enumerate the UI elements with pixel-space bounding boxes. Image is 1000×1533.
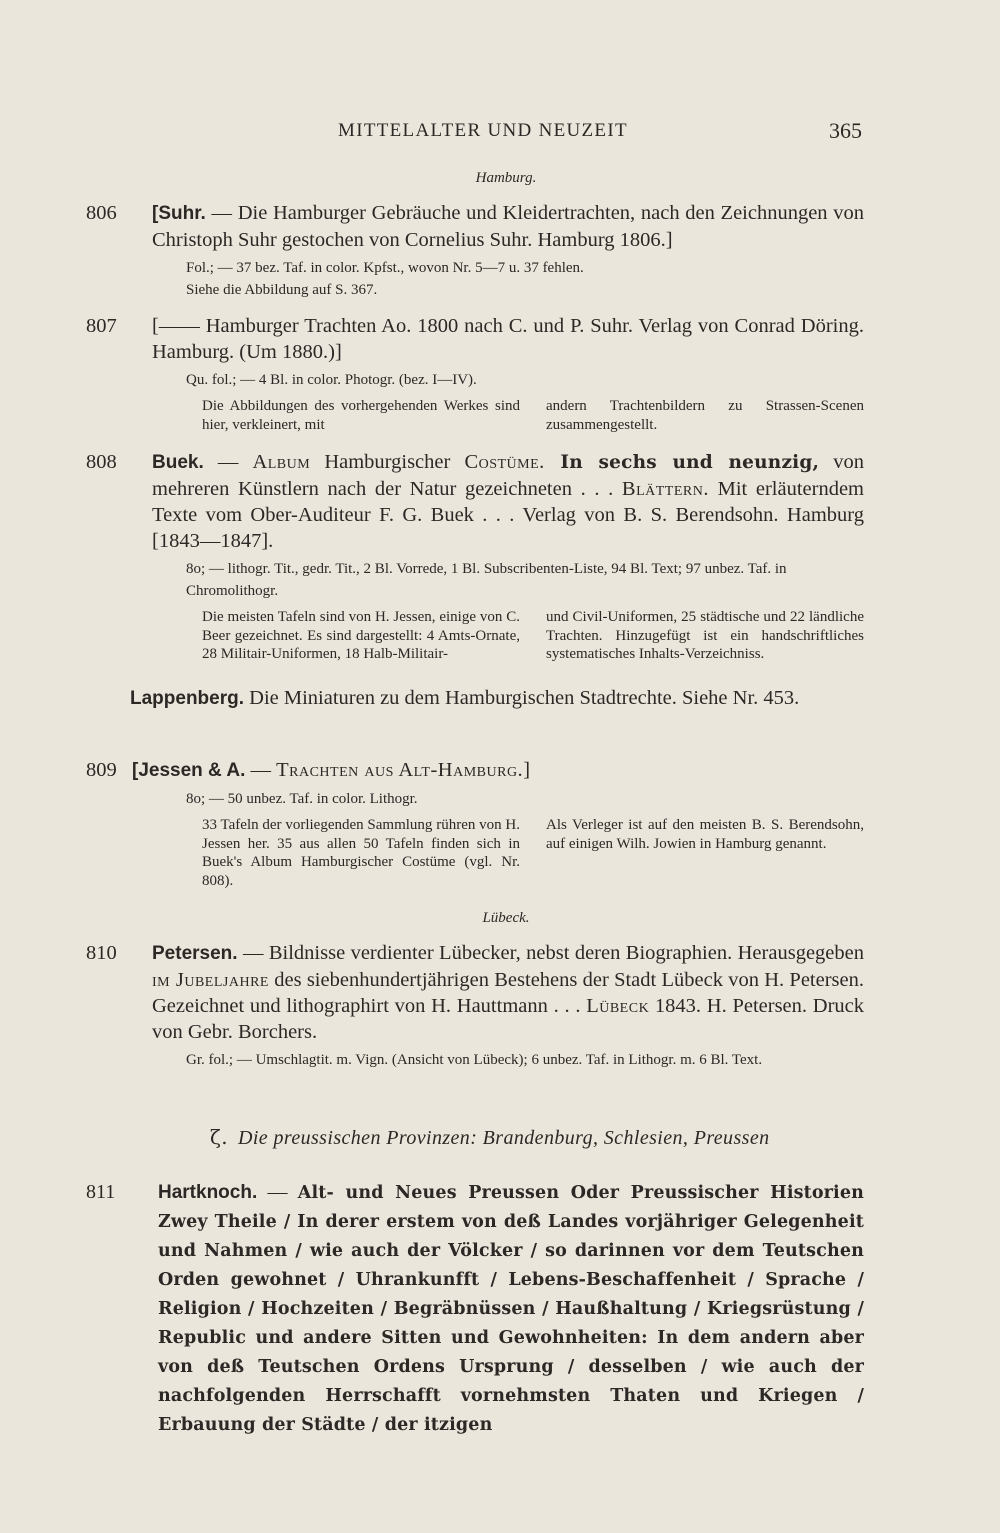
entry-number: 809 <box>86 759 117 781</box>
author: [Suhr. <box>152 203 206 224</box>
entry-number: 806 <box>86 202 117 224</box>
note-left: Die meisten Tafeln sind von H. Jessen, einige von C. Beer gezeichnet. Es sind dargestellt: 4 Amts-Ornate, 28 Militair-Uniformen, 18 Halb-Militair- <box>202 609 520 662</box>
entry-809 <box>86 757 864 890</box>
note-right: andern Trachtenbildern zu Strassen-Scenen zusammengestellt. <box>546 398 864 433</box>
entry-description: Gr. fol.; — Umschlagtit. m. Vign. (Ansicht von Lübeck); 6 unbez. Taf. in Lithogr. m. 6 Bl. Text. <box>186 1052 763 1068</box>
section-title: Die preussischen Provinzen: Brandenburg, Schlesien, Preussen <box>238 1127 770 1149</box>
entry-title: Hartknoch. — Alt- und Neues Preussen Oder Preussischer Historien Zwey Theile / In derer erstem von deß Landes vorjähriger Gelegenheit und Nahmen / wie auch der Völcker / so darinnen vor dem Teutschen Orden gewohnet / Uhrankunfft / Lebens-Beschaffenheit / Sprache / Religion / Hochzeiten / Begräbnüssen / Haußhaltung / Kriegsrüstung / Republic und andere Sitten und Gewohnheiten: In dem andern aber von deß Teutschen Ordens Ursprung / desselben / wie auch der nachfolgenden Herrschafft vornehmsten Thaten und Kriegen / Erbauung der Städte / der itzigen <box>158 1181 864 1435</box>
entry-810 <box>86 940 864 1071</box>
note-right: Als Verleger ist auf den meisten B. S. Berendsohn, auf einigen Wilh. Jowien in Hamburg genannt. <box>546 817 864 852</box>
entry-description: Qu. fol.; — 4 Bl. in color. Photogr. (bez. I—IV). <box>186 372 477 388</box>
page-number: 365 <box>829 118 862 143</box>
entry-808 <box>86 449 864 664</box>
entry-title: Petersen. — Bildnisse verdienter Lübecker, nebst deren Biographien. Herausgegeben im Jubeljahre des siebenhundertjährigen Bestehens der Stadt Lübeck von H. Petersen. Gezeichnet und lithographirt von H. Hauttmann . . . Lübeck 1843. H. Petersen. Druck von Gebr. Borchers. <box>152 942 864 1043</box>
entry-description: 8o; — 50 unbez. Taf. in color. Lithogr. <box>186 791 418 807</box>
entry-number: 810 <box>86 942 117 964</box>
entry-806 <box>86 200 864 301</box>
running-head <box>320 118 862 148</box>
heading-hamburg: Hamburg. <box>475 170 537 186</box>
entry-807 <box>86 313 864 434</box>
author: Petersen. <box>152 943 238 964</box>
author: [Jessen & A. <box>132 760 246 781</box>
entry-title: [Suhr. — Die Hamburger Gebräuche und Kleidertrachten, nach den Zeichnungen von Christoph Suhr gestochen von Cornelius Suhr. Hamburg 1806.] <box>152 202 864 251</box>
entry-number: 811 <box>86 1181 116 1203</box>
heading-luebeck: Lübeck. <box>482 910 530 926</box>
entry-lappenberg <box>86 685 864 712</box>
note-left: 33 Tafeln der vorliegenden Sammlung rühren von H. Jessen her. 35 aus allen 50 Tafeln finden sich in Buek's Album Hamburgischer Costüme (vgl. Nr. 808). <box>202 817 520 889</box>
entry-title: [Jessen & A. — Trachten aus Alt-Hamburg.] <box>132 759 531 781</box>
author: Hartknoch. <box>158 1182 258 1203</box>
entry-title: [—— Hamburger Trachten Ao. 1800 nach C. und P. Suhr. Verlag von Conrad Döring. Hamburg. (Um 1880.)] <box>152 315 864 363</box>
entry-811 <box>86 1178 864 1439</box>
entry-title: Buek. — Album Hamburgischer Costüme. In sechs und neunzig, von mehreren Künstlern nach der Natur gezeichneten . . . Blättern. Mit erläuterndem Texte vom Ober-Auditeur F. G. Buek . . . Verlag von B. S. Berendsohn. Hamburg [1843—1847]. <box>152 451 865 552</box>
entry-notes <box>152 608 864 664</box>
note-left: Die Abbildungen des vorhergehenden Werkes sind hier, verkleinert, mit <box>202 398 520 433</box>
entry-description: 8o; — lithogr. Tit., gedr. Tit., 2 Bl. Vorrede, 1 Bl. Subscribenten-Liste, 94 Bl. Text; 97 unbez. Taf. in Chromolithogr. <box>186 561 787 599</box>
entry-notes <box>152 397 864 434</box>
entry-description: Fol.; — 37 bez. Taf. in color. Kpfst., wovon Nr. 5—7 u. 37 fehlen. Siehe die Abbildung auf S. 367. <box>186 260 584 298</box>
author: Lappenberg. <box>130 688 245 709</box>
fraktur-title: Alt- und Neues Preussen Oder Preussischer Historien Zwey Theile / In derer erstem von deß Landes vorjähriger Gelegenheit und Nahmen / wie auch der Völcker / so darinnen vor dem Teutschen Orden gewohnet / Uhrankunfft / Lebens-Beschaffenheit / Sprache / Religion / Hochzeiten / Begräbnüssen / Haußhaltung / Kriegsrüstung / Republic und andere Sitten und Gewohnheiten: In dem andern aber von deß Teutschen Ordens Ursprung / desselben / wie auch der nachfolgenden Herrschafft vornehmsten Thaten und Kriegen / Erbauung der Städte / der itzigen <box>158 1183 864 1435</box>
note-right: und Civil-Uniformen, 25 städtische und 22 ländliche Trachten. Hinzugefügt ist ein handschriftliches systematisches Inhalts-Verzeichniss. <box>546 609 864 662</box>
entry-title: Lappenberg. Die Miniaturen zu dem Hamburgischen Stadtrechte. Siehe Nr. 453. <box>130 687 800 709</box>
author: Buek. <box>152 452 204 473</box>
section-heading <box>210 1125 860 1150</box>
running-title: MITTELALTER UND NEUZEIT <box>338 120 628 141</box>
section-mark: ζ. <box>210 1125 228 1149</box>
entry-number: 807 <box>86 315 117 337</box>
entry-number: 808 <box>86 451 117 473</box>
entry-notes <box>132 816 864 890</box>
